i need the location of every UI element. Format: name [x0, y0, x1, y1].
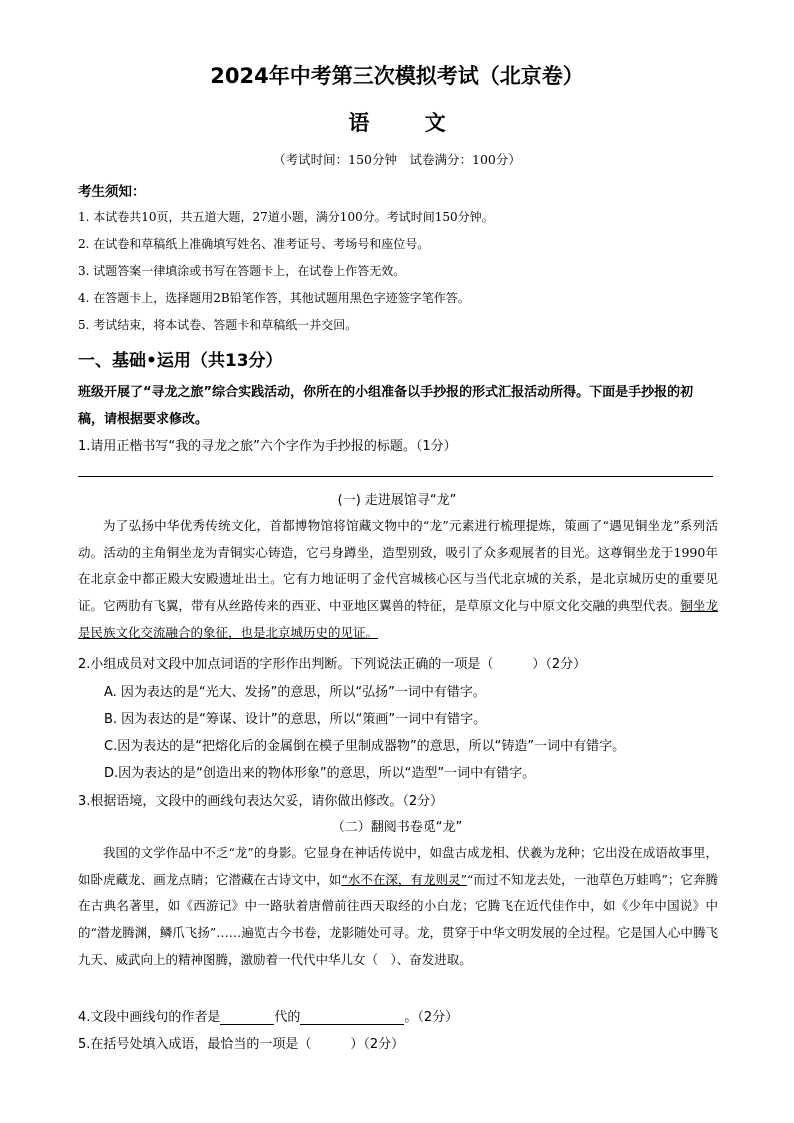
notice-title: 考生须知： — [78, 184, 146, 200]
passage-1 — [78, 513, 718, 647]
underlined-quote: “水不在深，有龙则灵” — [341, 871, 467, 887]
question-5: 5.在括号处填入成语，最恰当的一项是（ ）（2分） — [78, 1037, 405, 1052]
q4-text-c: 。（2分） — [404, 1010, 459, 1025]
q4-text-b: 代的 — [274, 1010, 301, 1025]
option-b[interactable]: B. 因为表达的是“筹谋、设计”的意思，所以“策画”一词中有错字。 — [104, 712, 487, 727]
passage-2-text-b: “而过不知龙去处，一池草色万蛙鸣”；它奔腾在古典名著里，如《西游记》中一路驮着唐僧前往西天取经的小白龙；它腾飞在近代佳作中，如《少年中国说》中的“潜龙腾渊，鳞爪飞扬”……遍览古今书卷，龙影随处可寻。龙，贯穿于中华文明发展的全过程。它是国人心中腾飞九天、威武向上的精神图腾，激励着一代代中华儿女（ ）、奋发进取。 — [78, 871, 718, 967]
exam-info: （考试时间：150分钟 试卷满分：100分） — [273, 152, 521, 167]
question-1: 1.请用正楷书写“我的寻龙之旅”六个字作为手抄报的标题。（1分） — [78, 439, 457, 454]
option-d[interactable]: D.因为表达的是“创造出来的物体形象”的意思，所以“造型”一词中有错字。 — [104, 766, 536, 781]
part2-heading: （二）翻阅书卷觅“龙” — [331, 820, 463, 835]
notice-item: 4. 在答题卡上，选择题用2B铅笔作答，其他试题用黑色字迹签字笔作答。 — [78, 291, 470, 305]
notice-item: 1. 本试卷共10页，共五道大题，27道小题，满分100分。考试时间150分钟。 — [78, 210, 494, 224]
underlined-sentence: 铜坐龙是民族文化交流融合的象征，也是北京城历史的见证。 — [78, 598, 718, 640]
blank-dynasty[interactable] — [220, 1010, 274, 1025]
subject-title: 语 文 — [348, 111, 470, 135]
option-c[interactable]: C.因为表达的是“把熔化后的金属倒在模子里制成器物”的意思，所以“铸造”一词中有错字。 — [104, 739, 626, 754]
question-4 — [78, 1006, 458, 1025]
passage-1-text: 为了弘扬中华优秀传统文化，首都博物馆将馆藏文物中的“龙”元素进行梳理提炼，策画了“遇见铜坐龙”系列活动。活动的主角铜坐龙为青铜实心铸造，它弓身蹲坐，造型别致，吸引了众多观展者的目光。这尊铜坐龙于1990年在北京金中都正殿大安殿遗址出土。它有力地证明了金代宫城核心区与当代北京城的关系，是北京城历史的重要见证。它两肋有飞翼，带有从丝路传来的西亚、中亚地区翼兽的特征，是草原文化与中原文化交融的典型代表。 — [78, 518, 718, 614]
question-2: 2.小组成员对文段中加点词语的字形作出判断。下列说法正确的一项是（ ）（2分） — [78, 657, 587, 672]
answer-line[interactable] — [78, 476, 713, 477]
notice-item: 2. 在试卷和草稿纸上准确填写姓名、准考证号、考场号和座位号。 — [78, 237, 430, 251]
part1-heading: (一) 走进展馆寻“龙” — [337, 493, 457, 508]
section-intro: 班级开展了“寻龙之旅”综合实践活动，你所在的小组准备以手抄报的形式汇报活动所得。下面是手抄报的初稿，请根据要求修改。 — [78, 385, 694, 427]
notice-item: 5. 考试结束，将本试卷、答题卡和草稿纸一并交回。 — [78, 318, 358, 332]
exam-title: 2024年中考第三次模拟考试（北京卷） — [210, 64, 584, 88]
question-3: 3.根据语境，文段中的画线句表达欠妥，请你做出修改。（2分） — [78, 794, 444, 809]
notice-item: 3. 试题答案一律填涂或书写在答题卡上，在试卷上作答无效。 — [78, 264, 406, 278]
option-a[interactable]: A. 因为表达的是“光大、发扬”的意思，所以“弘扬”一词中有错字。 — [104, 685, 486, 700]
blank-author[interactable] — [300, 1010, 404, 1025]
section-heading: 一、基础•运用（共13分） — [78, 351, 283, 371]
passage-2 — [78, 840, 718, 974]
passage-2-text-a: 我国的文学作品中不乏“龙”的身影。它显身在神话传说中，如盘古成龙相、伏羲为龙种；它出没在成语故事里，如卧虎藏龙、画龙点睛；它潜藏在古诗文中，如 — [78, 845, 718, 887]
q4-text-a: 4.文段中画线句的作者是 — [78, 1010, 221, 1025]
